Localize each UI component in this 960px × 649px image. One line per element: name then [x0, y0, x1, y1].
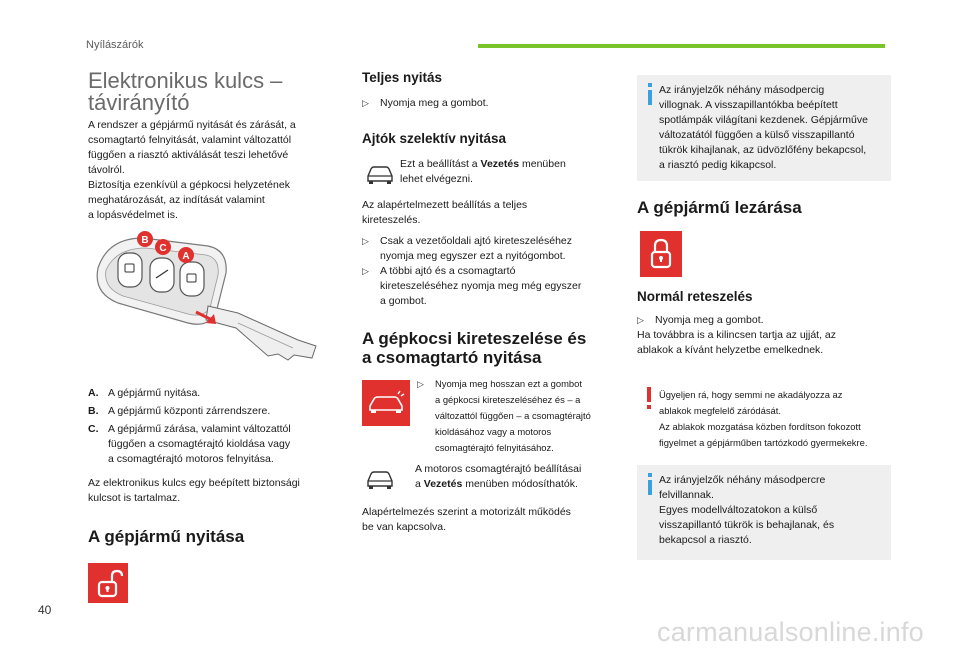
closed-padlock-icon	[640, 231, 682, 277]
selective-setting-text: Ezt a beállítást a Vezetés menüben lehet elvégezni.	[400, 158, 566, 185]
info-note-box: Az irányjelzők néhány másodpercig villognak. A visszapillantókba beépített spotlámpák világítani kezdenek. Gépjárműve változatától függően a külső visszapillantó tükrök kihajlanak, az üdvözlőfény bekapcsol, a riasztó pedig kikapcsol.	[637, 75, 891, 181]
default-motor-text: Alapértelmezés szerint a motorizált működés be van kapcsolva.	[362, 506, 571, 533]
info-note-box: Az irányjelzők néhány másodpercre felvillannak. Egyes modellváltozatokon a külső visszapillantó tükrök is behajlanak, és bekapcsol a riasztó.	[637, 465, 891, 560]
legend-item-a: A. A gépjármű nyitása.	[88, 387, 201, 399]
watermark: carmanualsonline.info	[657, 617, 924, 647]
bullet-arrow-icon: ▷	[417, 379, 424, 389]
motor-setting-text: A motoros csomagtérajtó beállításai a Vezetés menüben módosíthatók.	[415, 463, 582, 490]
key-note-text: Az elektronikus kulcs egy beépített biztonsági kulcsot is tartalmaz.	[88, 477, 300, 504]
driver-door-bullet: ▷ Csak a vezetőoldali ajtó kireteszeléséhez nyomja meg egyszer ezt a nyitógombot.	[362, 235, 573, 262]
key-label-a: A	[182, 251, 190, 262]
unlock-long-press-bullet: ▷ Nyomja meg hosszan ezt a gombot a gépkocsi kireteszeléséhez és – a változattól függően – a csomagtérajtó kioldásához vagy a motoros csomagtérajtó felnyitásához.	[417, 378, 591, 453]
warning-icon	[646, 387, 652, 409]
full-opening-title: Teljes nyitás	[362, 70, 443, 85]
normal-locking-bullet: ▷ Nyomja meg a gombot.	[637, 314, 764, 326]
other-doors-bullet: ▷ A többi ajtó és a csomagtartó kireteszeléséhez nyomja meg még egyszer a gombot.	[362, 265, 582, 307]
page-number: 40	[38, 603, 52, 617]
full-opening-bullet: ▷ Nyomja meg a gombot.	[362, 97, 489, 109]
normal-locking-text: Ha továbbra is a kilincsen tartja az ujját, az ablakok a kívánt helyzetbe emelkednek.	[637, 329, 837, 356]
legend-item-c: C. A gépjármű zárása, valamint változattól függően a csomagtérajtó kioldása vagy a csomagtérajtó motoros felnyitása.	[88, 423, 291, 465]
bullet-arrow-icon: ▷	[362, 236, 369, 246]
section-title: Nyílászárók	[86, 39, 144, 51]
intro-text: A rendszer a gépjármű nyitását és zárását, a csomagtartó felnyitását, valamint változattól függően a riasztó aktiválását teszi lehetővé távolról. Biztosítja ezenkívül a gépkocsi helyzetének meghatározását, az indítását valamint a lopásvédelmet is.	[88, 119, 296, 221]
default-setting-text: Az alapértelmezett beállítás a teljes kireteszelés.	[362, 199, 528, 226]
key-fob-icon	[88, 228, 333, 378]
key-label-b: B	[141, 235, 149, 246]
open-padlock-icon	[88, 563, 128, 603]
section-accent-bar	[478, 44, 885, 48]
bullet-arrow-icon: ▷	[637, 315, 644, 325]
legend-item-b: B. A gépjármű központi zárrendszere.	[88, 405, 271, 417]
car-icon	[362, 380, 410, 426]
info-icon	[647, 473, 653, 495]
bullet-arrow-icon: ▷	[362, 266, 369, 276]
key-label-c: C	[159, 243, 167, 254]
bullet-arrow-icon: ▷	[362, 98, 369, 108]
car-icon	[364, 465, 396, 491]
unlock-trunk-title: A gépkocsi kireteszelése és a csomagtartó nyitása	[362, 329, 587, 367]
selective-opening-title: Ajtók szelektív nyitása	[362, 131, 507, 146]
normal-locking-title: Normál reteszelés	[637, 289, 753, 304]
warning-note-box: Ügyeljen rá, hogy semmi ne akadályozza az ablakok megfelelő záródását. Az ablakok mozgatása közben fordítson fokozott figyelmet a gépjárműben tartózkodó gyermekekre.	[637, 379, 891, 451]
locking-title: A gépjármű lezárása	[637, 198, 802, 217]
info-icon	[647, 83, 653, 105]
opening-title: A gépjármű nyitása	[88, 527, 245, 546]
car-icon	[364, 160, 396, 186]
page-title: Elektronikus kulcs – távirányító	[88, 68, 283, 115]
